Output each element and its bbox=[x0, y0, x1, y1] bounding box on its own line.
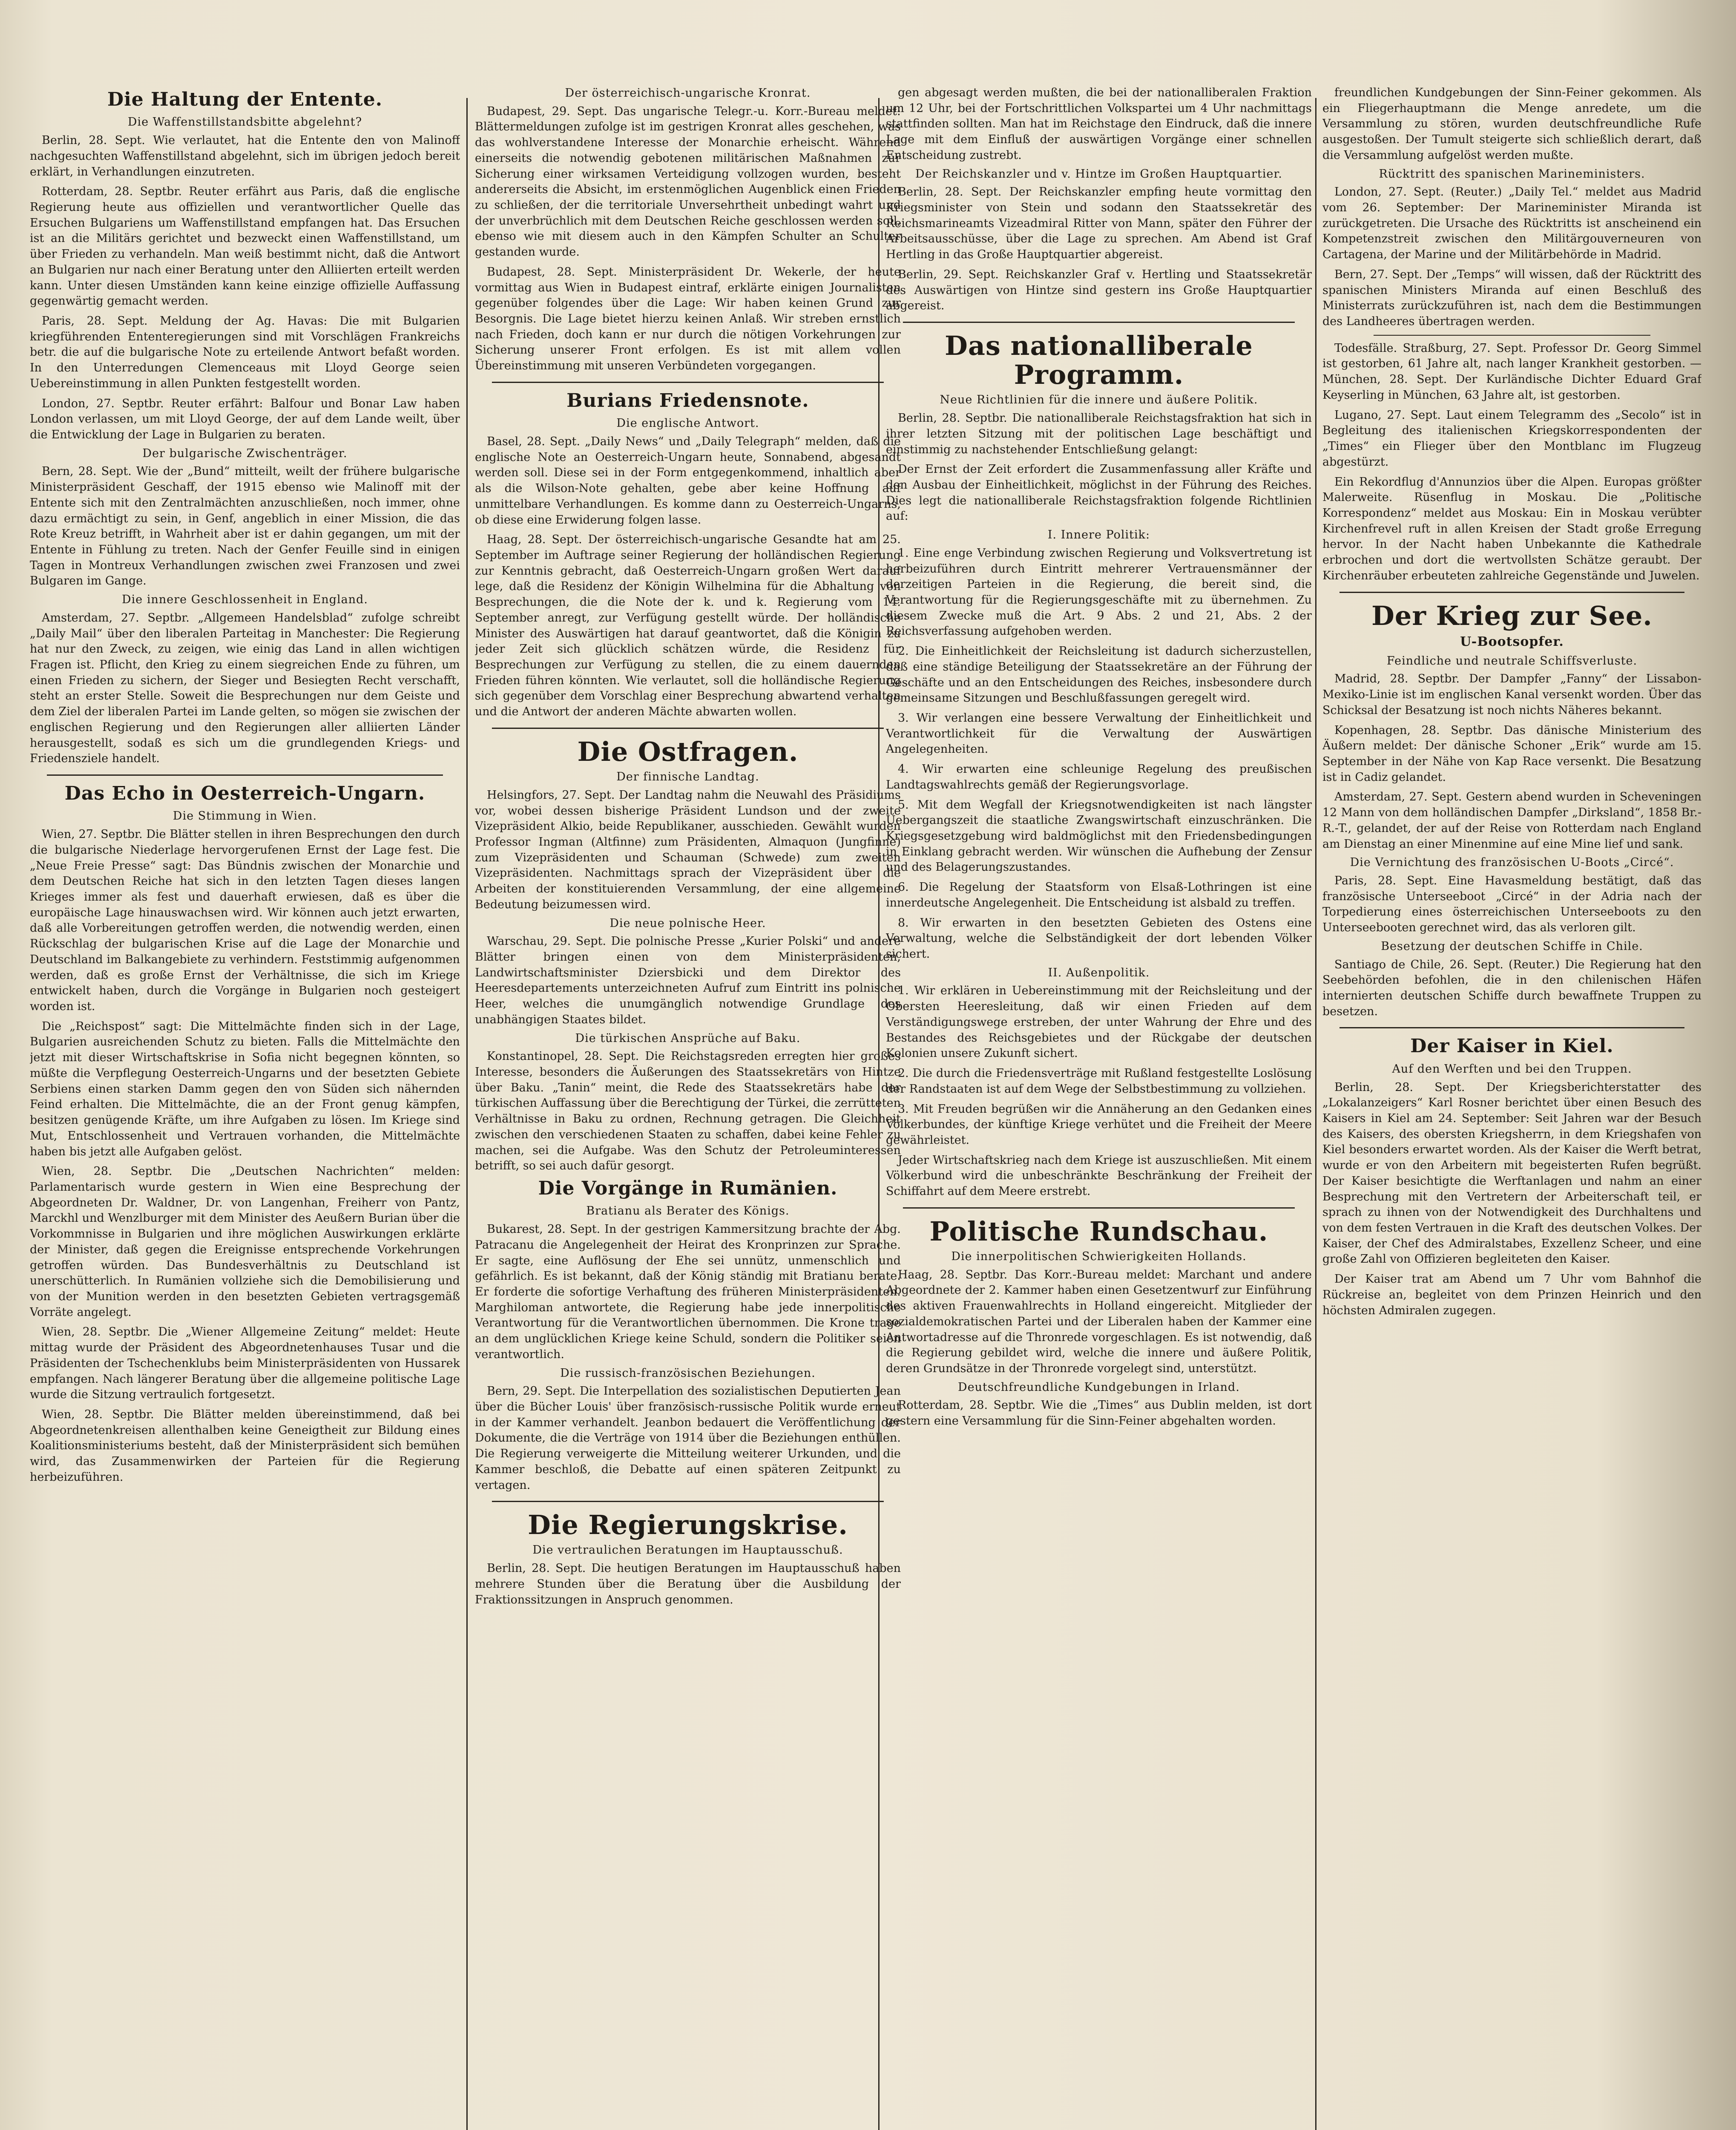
headline: Der Krieg zur See. bbox=[1371, 600, 1653, 631]
headline: Auf den Werften und bei den Truppen. bbox=[1392, 1062, 1632, 1076]
article-paragraph: Rotterdam, 28. Septbr. Wie die „Times“ aus Dublin melden, ist dort gestern eine Versammlung für die Sinn-Feiner abgehalten worden. bbox=[886, 1399, 1312, 1428]
headline: Die neue polnische Heer. bbox=[609, 916, 766, 930]
headline: Der österreichisch-ungarische Kronrat. bbox=[565, 86, 811, 100]
section-divider bbox=[903, 322, 1295, 323]
article-paragraph: Helsingfors, 27. Sept. Der Landtag nahm die Neuwahl des Präsidiums vor, wobei dessen bisherige Präsident Lundson und der zweite Vizepräsident Alkio, beide Republikaner, ausschieden. Gewählt wurden Professor Ingman (Altfinne) zum Präsidenten, Almaquon (Jungfinne) zum Vizepräsidenten und Schauman (Schwede) zum zweiten Vizepräsidenten. Nachmittags sprach der Vizepräsident über die Arbeiten der konstituierenden Versammlung, der eine allgemeine Bedeutung beizumessen wird. bbox=[475, 788, 901, 911]
headline: Neue Richtlinien für die innere und äußere Politik. bbox=[940, 393, 1258, 407]
headline: U-Bootsopfer. bbox=[1460, 634, 1564, 649]
article-paragraph: Amsterdam, 27. Sept. Gestern abend wurden in Scheveningen 12 Mann von dem holländischen Dampfer „Dirksland“, 1858 Br.-R.-T., gelandet, der auf der Reise von Rotterdam nach England am Dienstag an einer Minenmine auf eine Mine lief und sank. bbox=[1322, 790, 1702, 851]
article-paragraph: Kopenhagen, 28. Septbr. Das dänische Ministerium des Äußern meldet: Der dänische Schoner „Erik“ wurde am 15. September in der Nähe von Kap Race versenkt. Die Besatzung ist in Cadiz gelandet. bbox=[1322, 723, 1702, 784]
section-divider bbox=[492, 728, 884, 729]
article-paragraph: Basel, 28. Sept. „Daily News“ und „Daily Telegraph“ melden, daß die englische Note an Oesterreich-Ungarn heute, Sonnabend, abgesandt werden soll. Diese sei in der Form entgegenkommend, inhaltlich aber als die Wilson-Note gehalten, gebe aber keine Hoffnung auf unmittelbare Verhandlungen. Es komme dann zu Oesterreich-Ungarns, ob diese eine Erwiderung folgen lasse. bbox=[475, 435, 901, 527]
article-paragraph: 3. Wir verlangen eine bessere Verwaltung der Einheitlichkeit und Verantwortlichkeit für die Verwaltung der Auswärtigen Angelegenheiten. bbox=[886, 711, 1312, 756]
article-paragraph: 2. Die durch die Friedensverträge mit Rußland festgestellte Loslösung der Randstaaten ist auf dem Wege der Selbstbestimmung zu vollziehen. bbox=[886, 1067, 1312, 1096]
headline: Der bulgarische Zwischenträger. bbox=[142, 446, 348, 460]
article-paragraph: Madrid, 28. Septbr. Der Dampfer „Fanny“ der Lissabon-Mexiko-Linie ist im englischen Kanal versenkt worden. Über das Schicksal der Besatzung ist noch nichts Näheres bekannt. bbox=[1322, 672, 1702, 717]
article-paragraph: freundlichen Kundgebungen der Sinn-Feiner gekommen. Als ein Fliegerhauptmann die Menge anredete, um die Versammlung zu stören, wurden deutschfreundliche Rufe ausgestoßen. Der Tumult steigerte sich schließlich derart, daß die Versammlung aufgelöst werden mußte. bbox=[1322, 86, 1702, 162]
article-paragraph: Konstantinopel, 28. Sept. Die Reichstagsreden erregten hier großes Interesse, besonders die Äußerungen des Staatssekretärs von Hintze über Baku. „Tanin“ meint, die Rede des Staatssekretärs habe der türkischen Auffassung über die Berechtigung der Türkei, die zerrütteten Verhältnisse in Baku zu ordnen, Rechnung getragen. Die Gleichheit zwischen den verschiedenen Staaten zu schaffen, dabei keine Fehler zu machen, sei die Aufgabe. Was den Schutz der Petroleuminteressen betrifft, so sei auch dafür gesorgt. bbox=[475, 1050, 901, 1173]
article-paragraph: Haag, 28. Septbr. Das Korr.-Bureau meldet: Marchant und andere Abgeordnete der 2. Kammer haben einen Gesetzentwurf zur Einführung des aktiven Frauenwahlrechts in Holland eingereicht. Mitglieder der sozialdemokratischen Partei und der Liberalen haben der Kammer eine Antwortadresse auf die Thronrede vorgeschlagen. Es ist notwendig, daß die Regierung gebildet wird, welche die innere und äußere Politik, deren Grundsätze in der Thronrede vorgelegt sind, unterstützt. bbox=[886, 1268, 1312, 1375]
column-2 bbox=[475, 85, 901, 2130]
article-paragraph: 2. Die Einheitlichkeit der Reichsleitung ist dadurch sicherzustellen, daß eine ständige Beteiligung der Staatssekretäre an der Führung der Geschäfte und an den Entscheidungen des Reiches, insbesondere durch gemeinsame Sitzungen und Beschlußfassungen geregelt wird. bbox=[886, 645, 1312, 705]
article-paragraph: Bern, 27. Sept. Der „Temps“ will wissen, daß der Rücktritt des spanischen Ministers Miranda auf einen Beschluß des Ministerrats zurückzuführen ist, nach dem die Bestimmungen des Landheeres übertragen werden. bbox=[1322, 268, 1702, 328]
article-paragraph: 4. Wir erwarten eine schleunige Regelung des preußischen Landtagswahlrechts gemäß der Regierungsvorlage. bbox=[886, 763, 1312, 792]
headline: Die englische Antwort. bbox=[616, 417, 759, 430]
article-paragraph: 6. Die Regelung der Staatsform von Elsaß-Lothringen ist eine innerdeutsche Angelegenheit. Die Entscheidung ist alsbald zu treffen. bbox=[886, 881, 1312, 910]
article-paragraph: 3. Mit Freuden begrüßen wir die Annäherung an den Gedanken eines Völkerbundes, der künftige Kriege verhütet und die Freiheit der Meere gewährleistet. bbox=[886, 1102, 1312, 1147]
section-divider bbox=[492, 382, 884, 383]
article-paragraph: Die „Reichspost“ sagt: Die Mittelmächte finden sich in der Lage, Bulgarien ausreichenden Schutz zu bieten. Falls die Mittelmächte den jetzt mit dieser Wirtschaftskrise in Sofia nicht begegnen könnten, so müßte die Verpflegung Oesterreich-Ungarns und der besetzten Gebiete Serbiens einen starken Damm gegen den von Süden sich nähernden Feind erhalten. Die Mittelmächte, die an der Front genug kämpfen, besitzen genügende Kräfte, um ihre Aufgaben zu lösen. Im Kriege sind Mut, Entschlossenheit und Vertrauen vorhanden, die Mittelmächte haben bis jetzt alle Aufgaben gelöst. bbox=[30, 1019, 460, 1158]
article-paragraph: London, 27. Septbr. Reuter erfährt: Balfour und Bonar Law haben London verlassen, um mit Lloyd George, der auf dem Lande weilt, über die Entwicklung der Lage in Bulgarien zu beraten. bbox=[30, 397, 460, 442]
section-divider bbox=[903, 1207, 1295, 1209]
headline: Der finnische Landtag. bbox=[616, 770, 759, 784]
article-paragraph: Wien, 28. Septbr. Die „Wiener Allgemeine Zeitung“ meldet: Heute mittag wurde der Präsident des Abgeordnetenhauses Tusar und die Präsidenten der Tschechenklubs beim Ministerpräsidenten von Hussarek empfangen. Nach längerer Beratung über die allgemeine politische Lage wurde die Sitzung vertraulich fortgesetzt. bbox=[30, 1325, 460, 1402]
headline: Deutschfreundliche Kundgebungen in Irland. bbox=[958, 1380, 1240, 1394]
article-paragraph: Santiago de Chile, 26. Sept. (Reuter.) Die Regierung hat den Seebehörden befohlen, die in den chilenischen Häfen internierten deutschen Schiffe durch bewaffnete Truppen zu besetzen. bbox=[1322, 958, 1702, 1018]
article-paragraph: 1. Eine enge Verbindung zwischen Regierung und Volksvertretung ist herbeizuführen durch Eintritt mehrerer Vertrauensmänner der derzeitigen Parteien in die Regierung, die bereit sind, die Verantwortung für die Regierungsgeschäfte mit zu übernehmen. Zu diesem Zwecke muß die Art. 9 Abs. 2 und 21, Abs. 2 der Reichsverfassung aufgehoben werden. bbox=[886, 546, 1312, 638]
article-paragraph: Der Kaiser trat am Abend um 7 Uhr vom Bahnhof die Rückreise an, begleitet von dem Prinzen Heinrich und den höchsten Admiralen zugegen. bbox=[1322, 1272, 1702, 1317]
headline: Politische Rundschau. bbox=[929, 1215, 1268, 1247]
article-paragraph: Wien, 28. Septbr. Die „Deutschen Nachrichten“ melden: Parlamentarisch wurde gestern in Wien eine Besprechung der Abgeordneten Dr. Waldner, Dr. von Langenhan, Freiherr von Pantz, Marckhl und Wenzlburger mit dem Minister des Aeußern Burian über die Vorkommnisse in Bulgarien und ihre möglichen Auswirkungen erklärte der Minister, daß gegen die Ereignisse entsprechende Vorkehrungen getroffen würden. Das Bundesverhältnis zu Deutschland ist unerschütterlich. In Rumänien vollziehe sich die Demobilisierung und von der Munition werden in den besetzten Gebieten vertragsgemäß Vorräte angelegt. bbox=[30, 1165, 460, 1319]
section-divider bbox=[47, 774, 443, 776]
article-paragraph: Berlin, 28. Septbr. Die nationalliberale Reichstagsfraktion hat sich in ihrer letzten Sitzung mit der politischen Lage beschäftigt und einstimmig zu nachstehender Entschließung gelangt: bbox=[886, 412, 1312, 456]
headline: Die Waffenstillstandsbitte abgelehnt? bbox=[127, 115, 362, 129]
headline: Rücktritt des spanischen Marineministers. bbox=[1379, 167, 1645, 181]
section-divider bbox=[492, 1501, 884, 1502]
headline: Burians Friedensnote. bbox=[566, 389, 809, 412]
headline: Die Regierungskrise. bbox=[528, 1509, 848, 1541]
headline: Das Echo in Oesterreich-Ungarn. bbox=[64, 783, 425, 805]
article-paragraph: Budapest, 29. Sept. Das ungarische Telegr.-u. Korr.-Bureau meldet: Blättermeldungen zufolge ist im gestrigen Kronrat alles geschehen, was das wohlverstandene Interesse der Monarchie erheischt. Während einerseits die notwendig gebotenen militärischen Maßnahmen zur Sicherung einer wirksamen Verteidigung vollzogen wurden, besteht andererseits die Absicht, im erstenmöglichen Augenblick einen Frieden zu schließen, der die territoriale Unversehrtheit unbedingt wahrt und der unverbrüchlich mit dem Deutschen Reiche geschlossen werden soll, ebenso wie mit diesem auch in den Kämpfen Schulter an Schulter gestanden wurde. bbox=[475, 104, 901, 259]
article-paragraph: Jeder Wirtschaftskrieg nach dem Kriege ist auszuschließen. Mit einem Völkerbund wird die unbeschränkte Beschränkung der Freiheit der Schiffahrt auf dem Meere erstrebt. bbox=[886, 1153, 1312, 1198]
headline: Die Vernichtung des französischen U-Boots „Circé“. bbox=[1350, 856, 1674, 869]
article-paragraph: Der Ernst der Zeit erfordert die Zusammenfassung aller Kräfte und den Ausbau der Einheitlichkeit, möglichst in der Führung des Reiches. Dies legt die nationalliberale Reichstagsfraktion folgende Richtlinien auf: bbox=[886, 463, 1312, 523]
article-paragraph: Todesfälle. Straßburg, 27. Sept. Professor Dr. Georg Simmel ist gestorben, 61 Jahre alt, nach langer Krankheit gestorben. — München, 28. Sept. Der Kurländische Dichter Eduard Graf Keyserling in München, 63 Jahre alt, ist gestorben. bbox=[1322, 341, 1702, 402]
column-4 bbox=[1322, 85, 1702, 2121]
article-paragraph: Berlin, 29. Sept. Reichskanzler Graf v. Hertling und Staatssekretär des Auswärtigen von Hintze sind gestern ins Große Hauptquartier abgereist. bbox=[886, 268, 1312, 313]
article-paragraph: Amsterdam, 27. Septbr. „Allgemeen Handelsblad“ zufolge schreibt „Daily Mail“ über den liberalen Parteitag in Manchester: Die Regierung hat nur den Zweck, zu zeigen, wie einig das Land in allen wichtigen Fragen ist. Pflicht, den Krieg zu einem siegreichen Ende zu führen, um einen Frieden zu sichern, der Sieger und Besiegten Recht verschafft, steht an erster Stelle. Soweit die Besprechungen nur dem Geiste und dem Ziel der liberalen Partei im Lande gelten, so mögen sie zwischen der englischen Regierung und den Regierungen aller alliierten Länder herausgestellt, sodaß es sich um die grundlegenden Kriegs- und Friedensziele handelt. bbox=[30, 611, 460, 766]
headline: Die Vorgänge in Rumänien. bbox=[538, 1177, 838, 1199]
headline: Die Ostfragen. bbox=[577, 736, 799, 767]
article-paragraph: Paris, 28. Sept. Eine Havasmeldung bestätigt, daß das französische Unterseeboot „Circé“ in der Adria nach der Torpedierung eines österreichischen Unterseeboots zu den Unterseebooten gerechnet wird, das als verloren gilt. bbox=[1322, 874, 1702, 935]
article-paragraph: 5. Mit dem Wegfall der Kriegsnotwendigkeiten ist nach längster Uebergangszeit die staatliche Zwangswirtschaft einzuschränken. Die Kriegsgesetzgebung wird baldmöglichst mit den Friedensbedingungen in Einklang gebracht werden. Wir wünschen die Aufhebung der Zensur und des Belagerungszustandes. bbox=[886, 798, 1312, 874]
article-paragraph: Paris, 28. Sept. Meldung der Ag. Havas: Die mit Bulgarien kriegführenden Ententeregierungen sind mit Vorschlägen Frankreichs betr. die auf die bulgarische Note zu erteilende Antwort befaßt worden. In den Unterredungen Clemenceaus mit Lloyd George seien Uebereinstimmung in allen Punkten festgestellt worden. bbox=[30, 314, 460, 390]
headline: Die innere Geschlossenheit in England. bbox=[122, 593, 368, 607]
headline: Bratianu als Berater des Königs. bbox=[586, 1204, 790, 1218]
headline: Die Haltung der Entente. bbox=[107, 89, 383, 110]
headline: Besetzung der deutschen Schiffe in Chile. bbox=[1381, 939, 1643, 953]
article-paragraph: Haag, 28. Sept. Der österreichisch-ungarische Gesandte hat am 25. September im Auftrage seiner Regierung der holländischen Regierung zur Kenntnis gebracht, daß Oesterreich-Ungarn großen Wert darauf lege, daß die Residenz der Königin Wilhelmina für die Abhaltung von Besprechungen, die die Note der k. und k. Regierung vom 14. September anregt, zur Verfügung gestellt würde. Der holländische Minister des Auswärtigen hat darauf geantwortet, daß die Königin zu jeder Zeit sich glücklich schätzen würde, die Residenz für Besprechungen zur Verfügung zu stellen, die zu einem dauernden Frieden führen könnten. Wie verlautet, soll die holländische Regierung sich gegenüber dem Vorschlag einer Besprechung abwartend verhalten und die Antwort der anderen Mächte abwarten wollen. bbox=[475, 533, 901, 719]
column-1 bbox=[30, 85, 460, 2130]
article-paragraph: Wien, 28. Septbr. Die Blätter melden übereinstimmend, daß bei Abgeordnetenkreisen allenthalben keine Geneigtheit zur Bildung eines Koalitionsministeriums besteht, daß der Ministerpräsident sich bemühen wird, das Zusammenwirken der Parteien für die Regierung herbeizuführen. bbox=[30, 1408, 460, 1484]
article-paragraph: Bukarest, 28. Sept. In der gestrigen Kammersitzung brachte der Abg. Patracanu die Angelegenheit der Heirat des Kronprinzen zur Sprache. Er sagte, eine Auflösung der Ehe sei unnütz, unmenschlich und gefährlich. Es ist bekannt, daß der König ständig mit Bratianu berate. Er forderte die sofortige Verhaftung des früheren Ministerpräsidenten. Marghiloman antwortete, die Regierung habe jede innerpolitische Verantwortung für die Verantwortlichen übernommen. Die Krone trage an dem unglücklichen Kriege keine Schuld, sondern die Politiker seien verantwortlich. bbox=[475, 1223, 901, 1361]
headline: II. Außenpolitik. bbox=[1048, 966, 1150, 979]
section-divider bbox=[1339, 1027, 1684, 1028]
article-paragraph: 8. Wir erwarten in den besetzten Gebieten des Ostens eine Verwaltung, welche die Selbständigkeit der dort lebenden Völker sichert. bbox=[886, 916, 1312, 961]
article-paragraph: Bern, 28. Sept. Wie der „Bund“ mitteilt, weilt der frühere bulgarische Ministerpräsident Geschaff, der 1915 ebenso wie Malinoff mit der Entente sich mit den Zentralmächten anzuschließen, noch immer, ohne dazu ermächtigt zu sein, in Genf, angeblich in einer Mission, die das Rote Kreuz betrifft, in Wahrheit aber ist er dahin gegangen, um mit der Entente in Fühlung zu treten. Nach der Genfer Feuille sind in einigen Tagen in Montreux Verhandlungen zwischen zwei Franzosen und zwei Bulgaren im Gange. bbox=[30, 465, 460, 588]
article-paragraph: Rotterdam, 28. Septbr. Reuter erfährt aus Paris, daß die englische Regierung heute aus offiziellen und verantwortlicher Quelle das Ersuchen Bulgariens um Waffenstillstand empfangen hat. Das Ersuchen ist an die Militärs gerichtet und bezweckt einen Waffenstillstand, um über Frieden zu verhandeln. Man weiß bestimmt nicht, daß die Antwort an Bulgarien nur nach einer Beratung unter den Alliierten erteilt werden kann. Unter diesen Umständen kann keine einzige offizielle Auffassung gegenwärtig gemacht werden. bbox=[30, 185, 460, 308]
headline: Die innerpolitischen Schwierigkeiten Hollands. bbox=[951, 1250, 1247, 1263]
headline: Die russisch-französischen Beziehungen. bbox=[560, 1366, 816, 1380]
article-paragraph: Bern, 29. Sept. Die Interpellation des sozialistischen Deputierten Jean über die Bücher Louis' über französisch-russische Politik wurde erneut in der Kammer verhandelt. Jeanbon bedauert die Veröffentlichung der Dokumente, die die Verträge von 1914 über die Beziehungen enthüllen. Die Regierung verweigerte die Mitteilung weiterer Urkunden, und die Kammer beschloß, die Debatte auf einen späteren Zeitpunkt zu vertagen. bbox=[475, 1384, 901, 1492]
column-rule bbox=[466, 98, 468, 2130]
article-paragraph: Lugano, 27. Sept. Laut einem Telegramm des „Secolo“ ist in Begleitung des italienischen Kriegskorrespondenten der „Times“ ein Flieger über den Montblanc im Flugzeug abgestürzt. bbox=[1322, 408, 1702, 469]
headline: Die vertraulichen Beratungen im Hauptausschuß. bbox=[532, 1543, 843, 1557]
headline: Feindliche und neutrale Schiffsverluste. bbox=[1386, 654, 1638, 668]
article-paragraph: Wien, 27. Septbr. Die Blätter stellen in ihren Besprechungen den durch die bulgarische Niederlage hervorgerufenen Ernst der Lage fest. Die „Neue Freie Presse“ sagt: Das Bündnis zwischen der Monarchie und dem Deutschen Reiche hat sich in den letzten Tagen dieses langen Krieges immer als fest und dauerhaft erwiesen, daß es über die europäische Lage hinauswachsen wird. Wir können auch jetzt erwarten, daß alle Vorbereitungen getroffen werden, die notwendig werden, einen Rückschlag der bulgarischen Krise auf die Lage der Monarchie und Deutschland im Balkangebiete zu verhindern. Feststimmig aufgenommen werden, daß es große Ernst der Verhältnisse, die sich im Kriege entwickelt haben, durch die Vorgänge in Bulgarien noch gesteigert worden ist. bbox=[30, 828, 460, 1013]
headline: I. Innere Politik: bbox=[1047, 528, 1150, 542]
article-paragraph: Berlin, 28. Sept. Die heutigen Beratungen im Hauptausschuß haben mehrere Stunden über die Beratung über die Ausbildung der Fraktionssitzungen in Anspruch genommen. bbox=[475, 1562, 901, 1606]
article-paragraph: Berlin, 28. Sept. Wie verlautet, hat die Entente den von Malinoff nachgesuchten Waffenstillstand abgelehnt, sich im übrigen jedoch bereit erklärt, in Verhandlungen einzutreten. bbox=[30, 134, 460, 178]
article-paragraph: gen abgesagt werden mußten, die bei der nationalliberalen Fraktion um 12 Uhr, bei der Fortschrittlichen Volkspartei um 4 Uhr nachmittags stattfinden sollten. Man hat im Reichstage den Eindruck, daß die innere Lage mit dem Einfluß der auswärtigen Vorgänge einer schnellen Entscheidung zustrebt. bbox=[886, 86, 1312, 162]
short-divider bbox=[1374, 335, 1650, 336]
headline: Der Kaiser in Kiel. bbox=[1410, 1035, 1614, 1057]
section-divider bbox=[1339, 592, 1684, 593]
column-3 bbox=[886, 85, 1312, 2130]
article-paragraph: Budapest, 28. Sept. Ministerpräsident Dr. Wekerle, der heute vormittag aus Wien in Budapest eintraf, erklärte einigen Journalisten gegenüber folgendes über die Lage: Wir haben keinen Grund zur Besorgnis. Die Lage bietet hierzu keinen Anlaß. Wir streben ernstlich nach Frieden, doch kann er nur durch die nötigen Vorkehrungen zur Sicherung unserer Front erfolgen. Es ist mit allem vollen Übereinstimmung mit unseren Verbündeten vorgegangen. bbox=[475, 265, 901, 373]
headline: Die Stimmung in Wien. bbox=[172, 809, 317, 823]
column-rule bbox=[1315, 98, 1316, 2130]
article-paragraph: 1. Wir erklären in Uebereinstimmung mit der Reichsleitung und der Obersten Heeresleitung, daß wir einen Frieden auf dem Verständigungswege erstreben, der unter Wahrung der Ehre und des Bestandes des Reichsgebietes und der Rückgabe der deutschen Kolonien unsere Zukunft sichert. bbox=[886, 984, 1312, 1060]
article-paragraph: London, 27. Sept. (Reuter.) „Daily Tel.“ meldet aus Madrid vom 26. September: Der Marineminister Miranda ist zurückgetreten. Die Ursache des Rücktritts ist anscheinend ein Kompetenzstreit zwischen den Militärgouverneuren von Cartagena, der Marine und der Militärbehörde in Madrid. bbox=[1322, 185, 1702, 262]
headline: Der Reichskanzler und v. Hintze im Großen Hauptquartier. bbox=[915, 167, 1283, 181]
article-paragraph: Berlin, 28. Sept. Der Kriegsberichterstatter des „Lokalanzeigers“ Karl Rosner berichtet über einen Besuch des Kaisers in Kiel am 24. September: Seit Jahren war der Besuch des Kaisers, des obersten Kriegsherrn, in dem Kriegshafen von Kiel besonders erwartet worden. Als der Kaiser die Werft betrat, wurde er von den Arbeitern mit begeisterten Rufen begrüßt. Der Kaiser besichtigte die Werftanlagen und nahm an einer Besprechung mit den Vertretern der Arbeiterschaft teil, er sprach zu ihnen von der Notwendigkeit des Durchhaltens und von dem festen Vertrauen in die Kraft des deutschen Volkes. Der Kaiser, der Chef des Admiralstabes, Exzellenz Scheer, und eine große Zahl von Offizieren begleiteten den Kaiser. bbox=[1322, 1080, 1702, 1266]
article-paragraph: Berlin, 28. Sept. Der Reichskanzler empfing heute vormittag den Kriegsminister von Stein und sodann den Staatssekretär des Reichsmarineamts Vizeadmiral Ritter von Mann, später den Führer der Arbeitsausschüsse, über die Lage zu sprechen. Am Abend ist Graf Hertling in das Große Hauptquartier abgereist. bbox=[886, 185, 1312, 262]
headline: Das nationalliberale Programm. bbox=[945, 330, 1253, 391]
headline: Die türkischen Ansprüche auf Baku. bbox=[575, 1031, 801, 1045]
article-paragraph: Ein Rekordflug d'Annunzios über die Alpen. Europas größter Malerweite. Rüsenflug in Moskau. Die „Politische Korrespondenz“ meldet aus Moskau: Ein in Moskau verübter Kirchenfrevel ruft in allen Kreisen der Stadt große Erregung hervor. In der Nacht haben Unbekannte die Kathedrale erbrochen und dort die wertvollsten Schätze geraubt. Der Kirchenräuber erbeuteten zahlreiche Gegenstände und Juwelen. bbox=[1322, 475, 1702, 582]
article-paragraph: Warschau, 29. Sept. Die polnische Presse „Kurier Polski“ und andere Blätter bringen einen von dem Ministerpräsidenten, Landwirtschaftsminister Dziersbicki und dem Direktor des Heeresdepartements unterzeichneten Aufruf zum Eintritt ins polnische Heer, welches die unumgänglich notwendige Grundlage des unabhängigen Staates bildet. bbox=[475, 935, 901, 1026]
